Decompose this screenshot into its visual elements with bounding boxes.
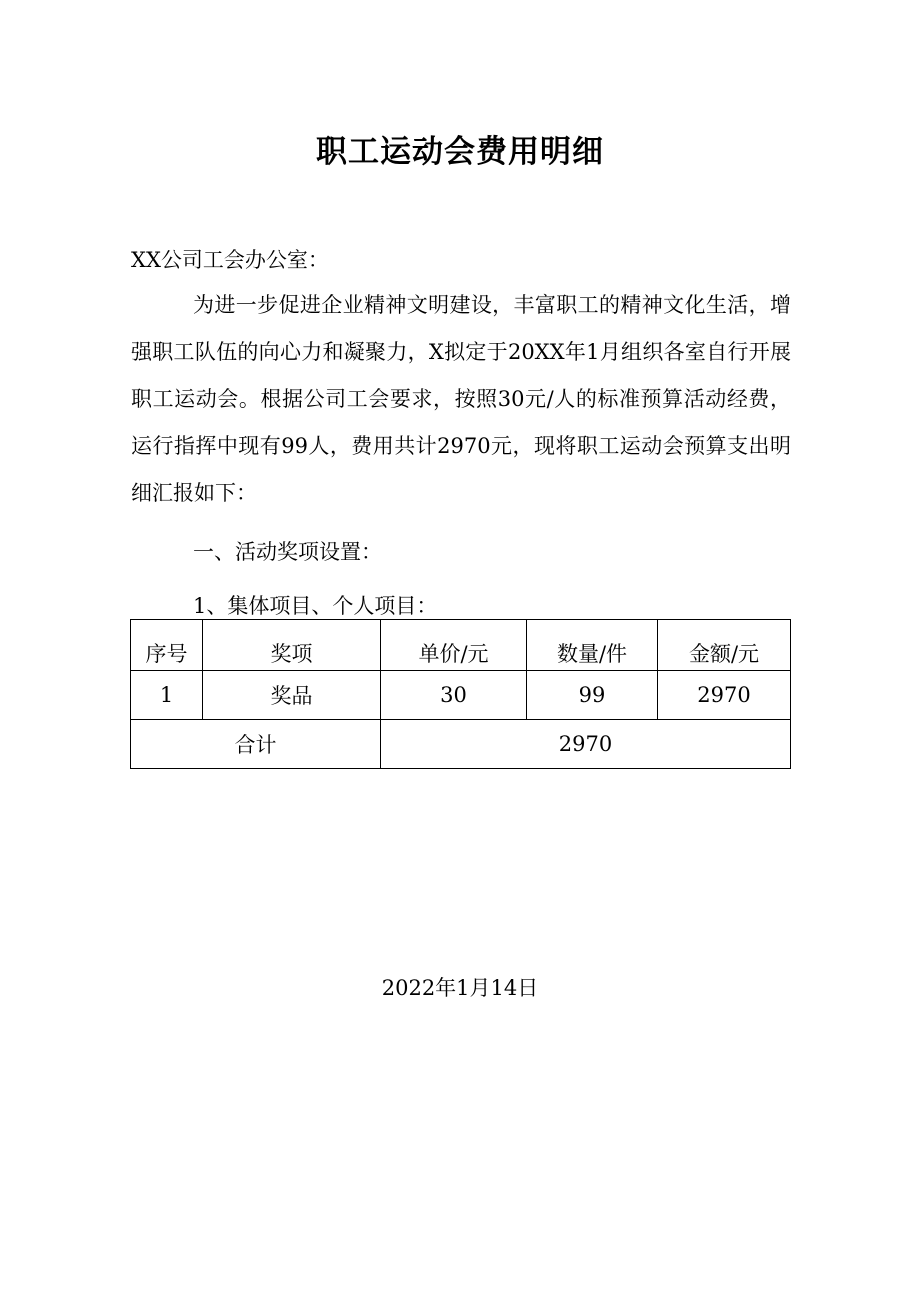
budget-table [130, 619, 791, 769]
cell-amount: 2970 [658, 671, 791, 720]
cell-quantity: 99 [527, 671, 658, 720]
table-header-row [131, 620, 791, 671]
cell-index: 1 [131, 671, 203, 720]
total-value-cell: 2970 [381, 720, 791, 769]
cell-item: 奖品 [203, 671, 381, 720]
document-title: 职工运动会费用明细 [316, 134, 604, 170]
table-total-row [131, 720, 791, 769]
section-heading: 一、活动奖项设置： [193, 540, 382, 564]
header-cell-unit-price: 单价/元 [381, 620, 527, 671]
subsection-heading: 1、集体项目、个人项目： [193, 594, 438, 618]
total-label-cell: 合计 [131, 720, 381, 769]
document-date: 2022年1月14日 [381, 976, 539, 1000]
body-paragraph: 为进一步促进企业精神文明建设，丰富职工的精神文化生活，增强职工队伍的向心力和凝聚力，X拟定于20XX年1月组织各室自行开展职工运动会。根据公司工会要求，按照30元/人的标准预算活动经费，运行指挥中现有99人，费用共计2970元，现将职工运动会预算支出明细汇报如下： [131, 293, 791, 505]
header-cell-amount: 金额/元 [658, 620, 791, 671]
salutation: XX公司工会办公室： [131, 248, 329, 272]
header-cell-item: 奖项 [203, 620, 381, 671]
cell-unit-price: 30 [381, 671, 527, 720]
table-row [131, 671, 791, 720]
header-cell-quantity: 数量/件 [527, 620, 658, 671]
header-cell-index: 序号 [131, 620, 203, 671]
